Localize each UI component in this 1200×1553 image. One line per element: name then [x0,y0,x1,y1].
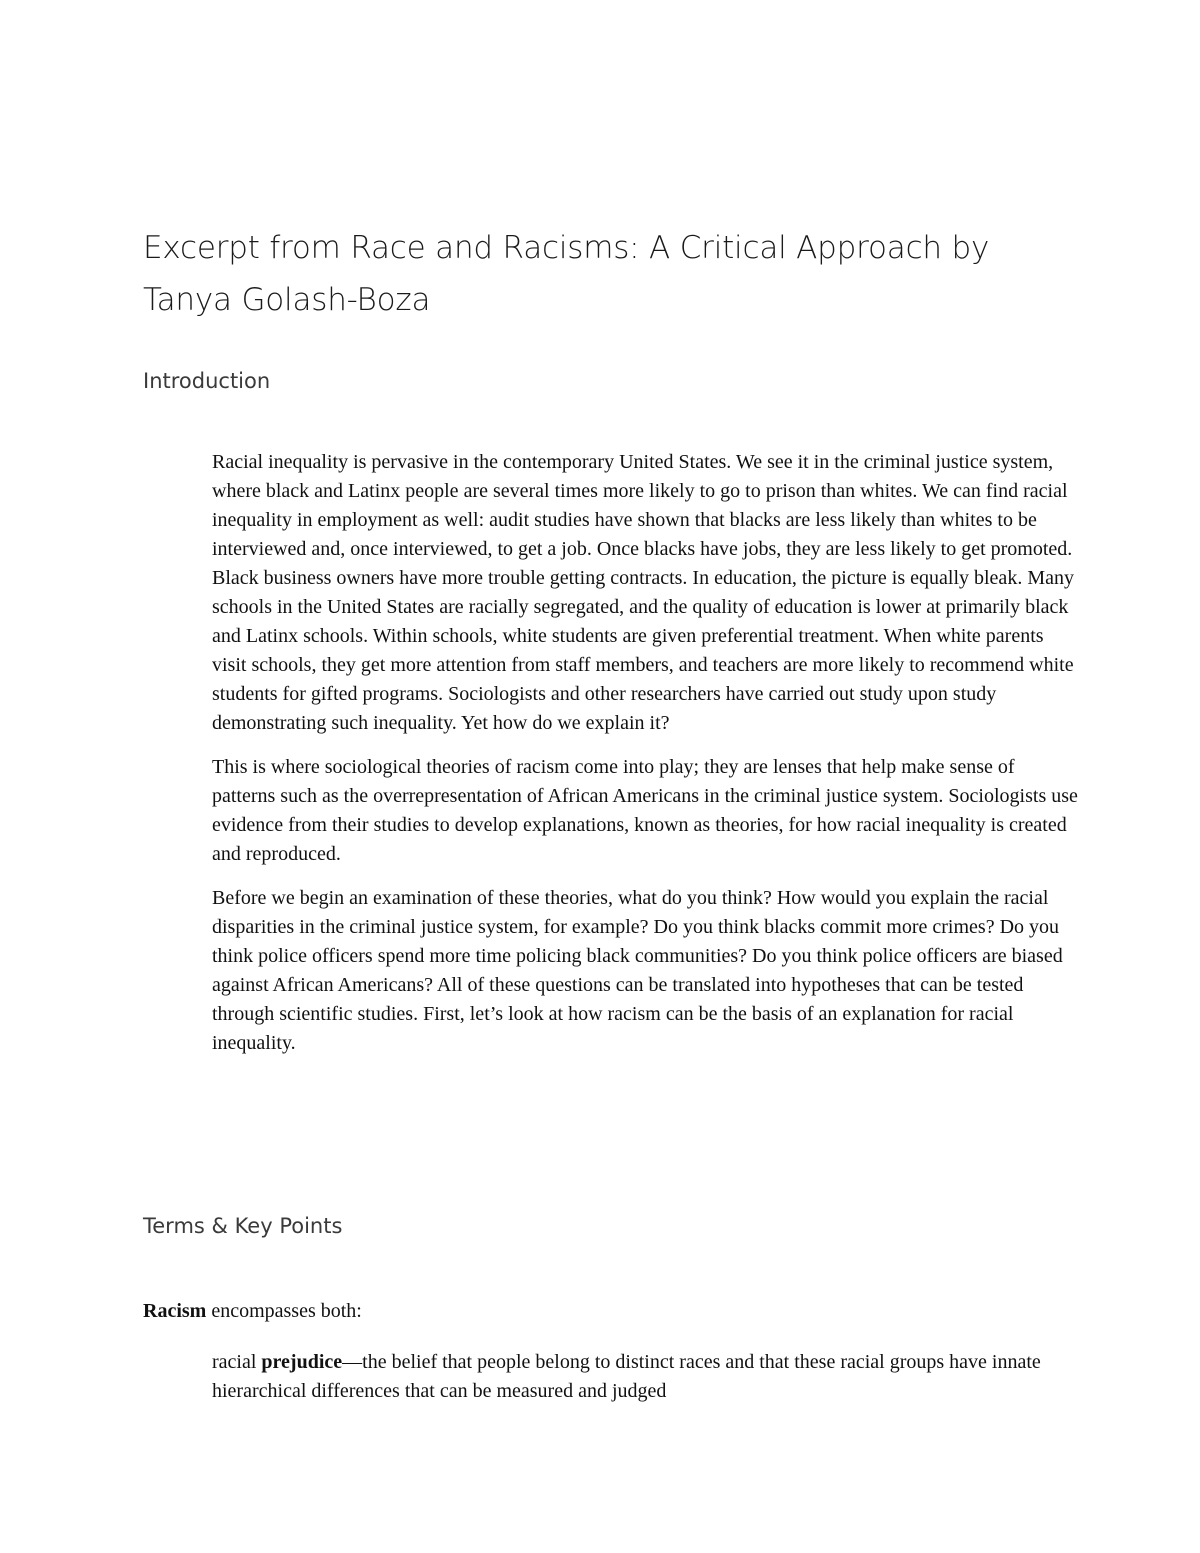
racism-definition-intro [143,1297,362,1326]
intro-paragraph-2: This is where sociological theories of racism come into play; they are lenses that help make sense of patterns such as the overrepresentation of African Americans in the criminal justice system. Sociologists use evidence from their studies to develop explanations, known as theories, for how racial inequality is created and reproduced. [212,756,1078,865]
prejudice-lead-text: racial [212,1351,262,1373]
prejudice-definition [212,1348,1082,1406]
racism-term: Racism [143,1300,207,1322]
prejudice-paragraph [212,1348,1082,1406]
document-title: Excerpt from Race and Racisms: A Critical Approach by Tanya Golash-Boza [143,230,990,318]
prejudice-definition-text: —the belief that people belong to distinct races and that these racial groups have innate hierarchical differences that can be measured and judged [212,1351,1041,1402]
intro-paragraph-1: Racial inequality is pervasive in the contemporary United States. We see it in the criminal justice system, where black and Latinx people are several times more likely to go to prison than whites. We can find racial inequality in employment as well: audit studies have shown that blacks are less likely than whites to be interviewed and, once interviewed, to get a job. Once blacks have jobs, they are less likely to get promoted. Black business owners have more trouble getting contracts. In education, the picture is equally bleak. Many schools in the United States are racially segregated, and the quality of education is lower at primarily black and Latinx schools. Within schools, white students are given preferential treatment. When white parents visit schools, they get more attention from staff members, and teachers are more likely to recommend white students for gifted programs. Sociologists and other researchers have carried out study upon study demonstrating such inequality. Yet how do we explain it? [212,451,1074,734]
introduction-heading: Introduction [143,369,271,393]
prejudice-term: prejudice [261,1351,343,1373]
intro-paragraph-3: Before we begin an examination of these theories, what do you think? How would you explain the racial disparities in the criminal justice system, for example? Do you think blacks commit more crimes? Do you think police officers spend more time policing black communities? Do you think police officers are biased against African Americans? All of these questions can be translated into hypotheses that can be tested through scientific studies. First, let’s look at how racism can be the basis of an explanation for racial inequality. [212,887,1063,1054]
racism-intro-text: encompasses both: [206,1300,362,1322]
terms-heading: Terms & Key Points [143,1214,343,1238]
introduction-body [212,448,1082,1073]
